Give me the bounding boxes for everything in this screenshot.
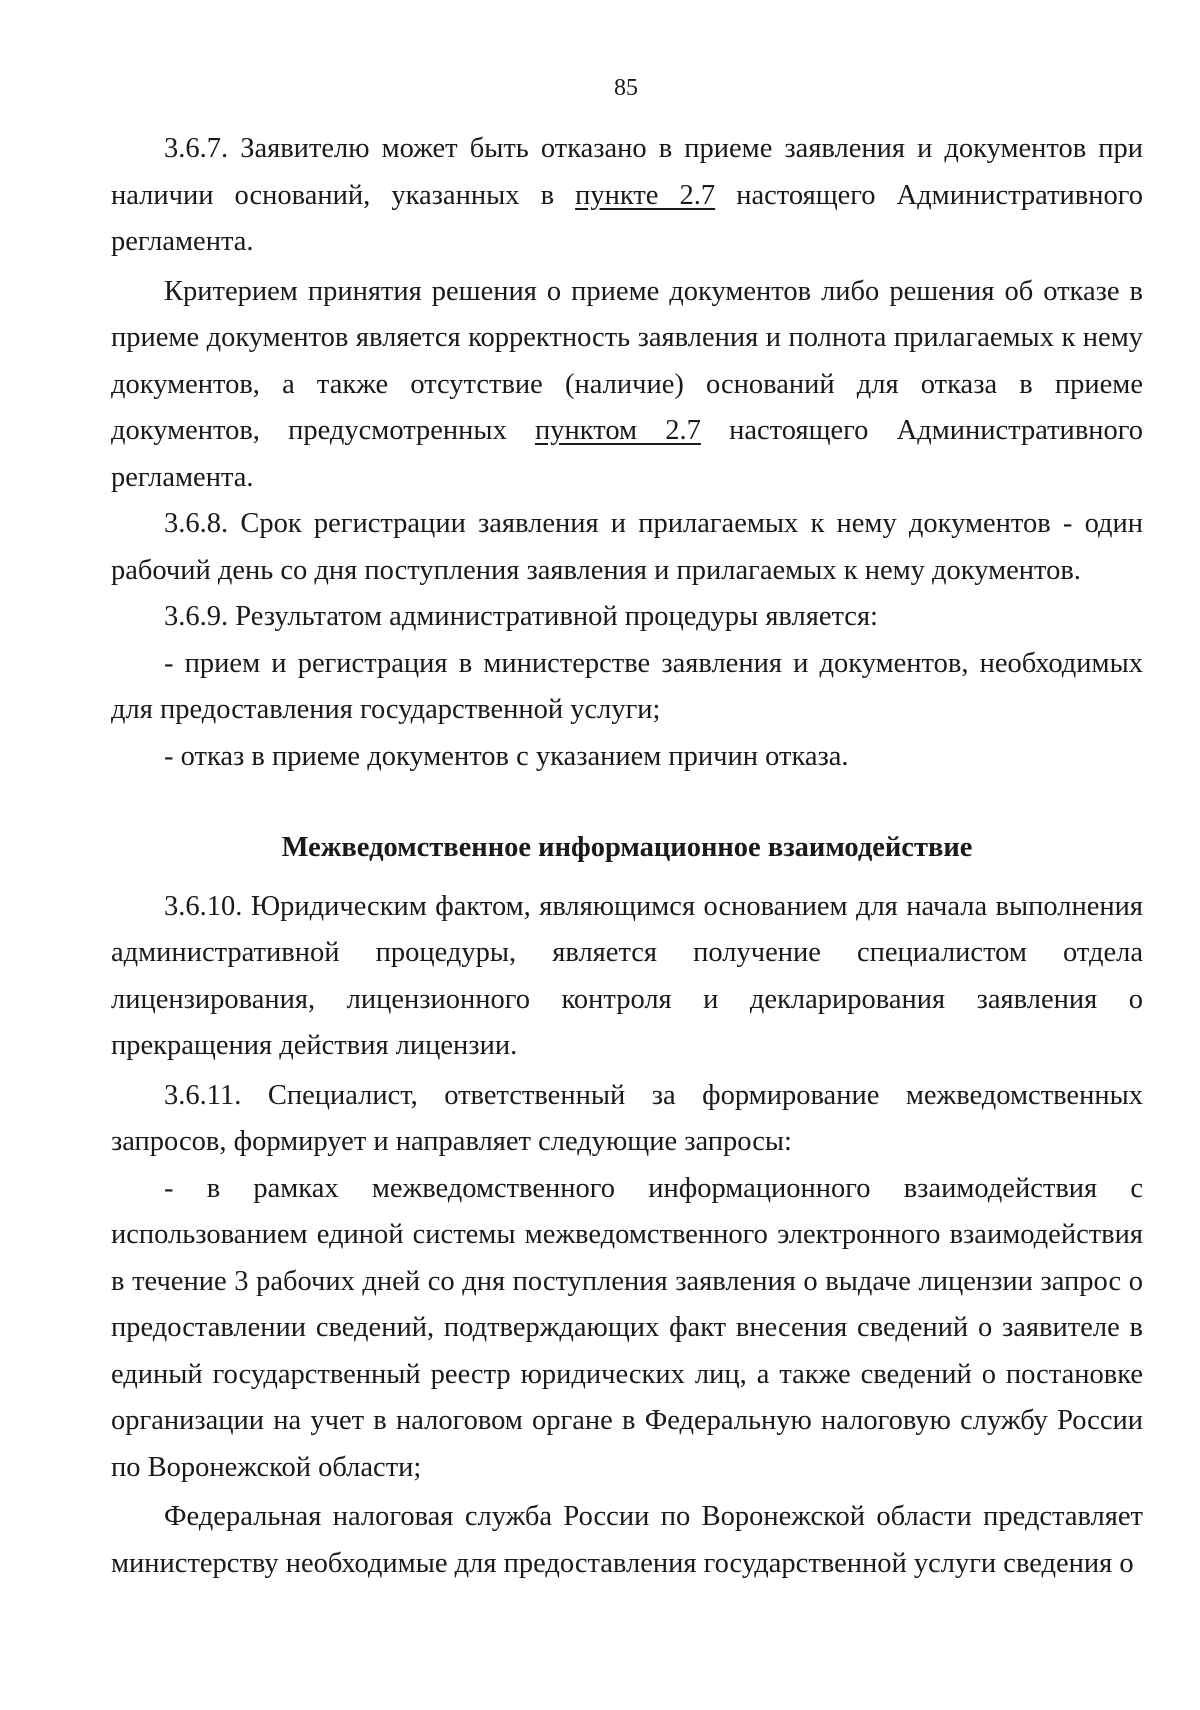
list-item-refusal: - отказ в приеме документов с указанием причин отказа. — [164, 740, 849, 772]
list-item-registration: - прием и регистрация в министерстве заявления и документов, необходимых для предоставления государственной услуги; — [111, 647, 1143, 725]
paragraph-tax-service: Федеральная налоговая служба России по Воронежской области представляет министерству необходимые для предоставления государственной услуги сведения о — [111, 1501, 1143, 1579]
paragraph-3-6-8: 3.6.8. Срок регистрации заявления и прилагаемых к нему документов - один рабочий день со дня поступления заявления и прилагаемых к нему документов. — [111, 508, 1143, 586]
paragraph-text: настоящего Административного регламента. — [111, 415, 1144, 493]
page-number: 85 — [614, 75, 638, 101]
paragraph-3-6-7 — [111, 126, 1143, 266]
list-item-interagency-request: - в рамках межведомственного информационного взаимодействия с использованием единой системы межведомственного электронного взаимодействия в течение 3 рабочих дней со дня поступления заявления о выдаче лицензии запрос о предоставлении сведений, подтверждающих факт внесения сведений о заявителе в единый государственный реестр юридических лиц, а также сведений о постановке организации на учет в налоговом органе в Федеральную налоговую службу России по Воронежской области; — [111, 1172, 1143, 1483]
paragraph-3-6-11: 3.6.11. Специалист, ответственный за формирование межведомственных запросов, формирует и направляет следующие запросы: — [111, 1079, 1143, 1157]
paragraph-3-6-9: 3.6.9. Результатом административной процедуры является: — [164, 601, 878, 632]
paragraph-3-6-10: 3.6.10. Юридическим фактом, являющимся основанием для начала выполнения административной процедуры, является получение специалистом отдела лицензирования, лицензионного контроля и декларирования заявления о прекращения действия лицензии. — [111, 890, 1143, 1061]
paragraph-text: 3.6.7. Заявителю может быть отказано в приеме заявления и документов при наличии оснований, указанных в — [111, 133, 1143, 211]
paragraph-text: настоящего Административного регламента. — [111, 179, 1143, 257]
document-body — [111, 126, 1143, 1587]
paragraph-criteria — [111, 269, 1143, 502]
paragraph-text: Критерием принятия решения о приеме документов либо решения об отказе в приеме документов является корректность заявления и полнота прилагаемых к нему документов, а также отсутствие (наличие) оснований для отказа в приеме документов, предусмотренных — [111, 275, 1143, 446]
clause-link-2-7[interactable]: пункте 2.7 — [575, 179, 716, 211]
clause-link-2-7-second[interactable]: пунктом 2.7 — [535, 415, 701, 446]
section-heading: Межведомственное информационное взаимодействие — [281, 832, 973, 863]
